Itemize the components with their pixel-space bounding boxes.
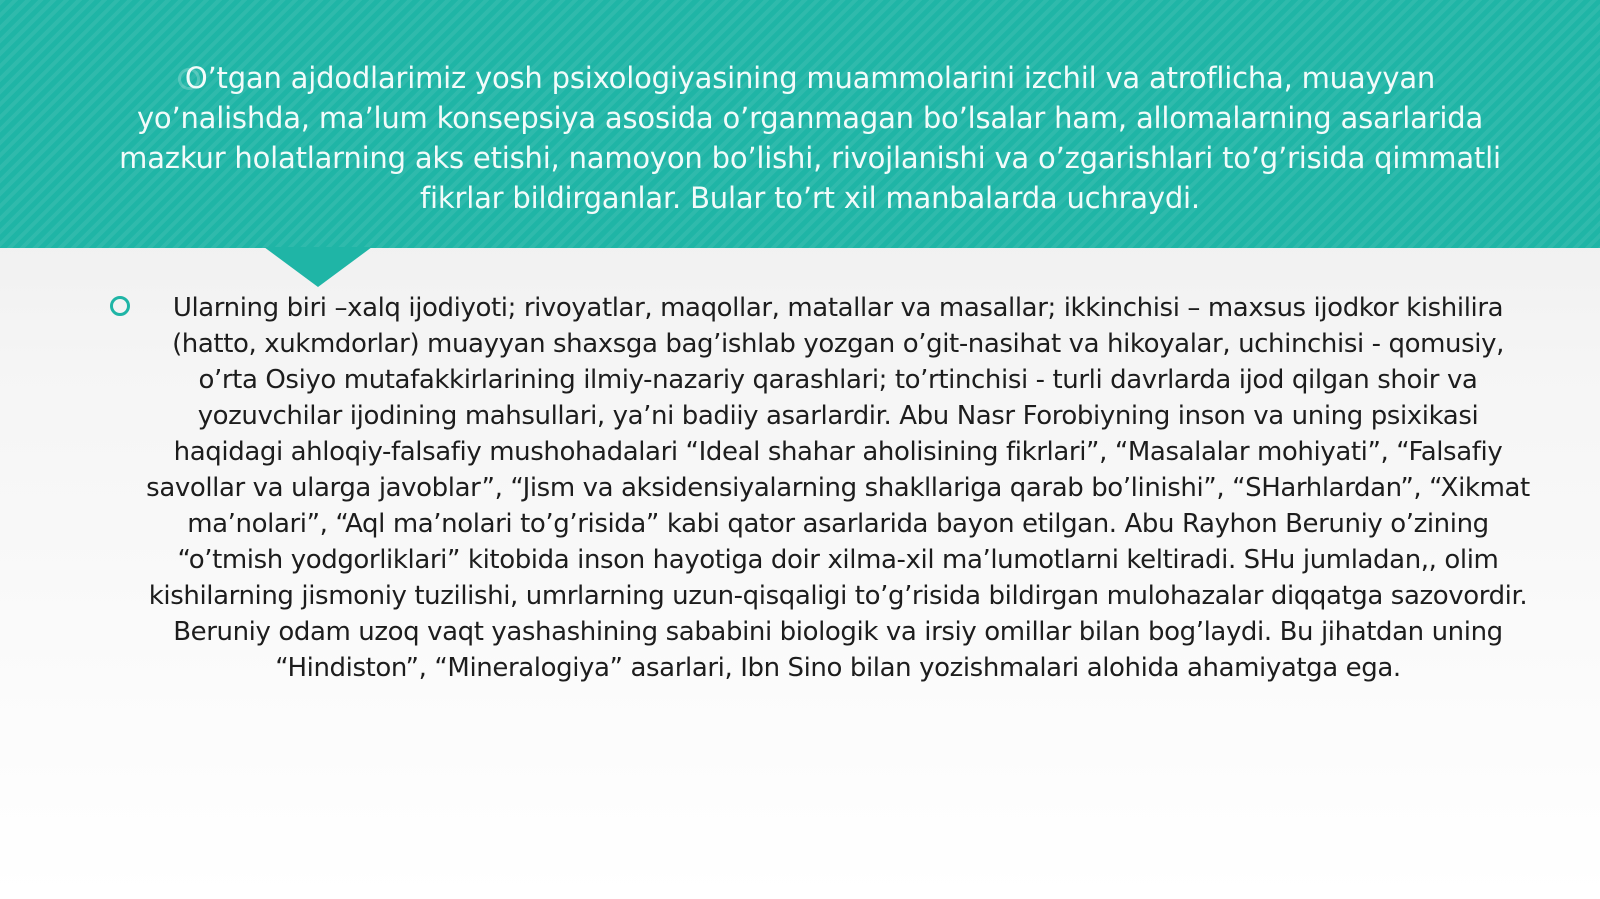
header-banner xyxy=(0,0,1600,248)
body-text: Ularning biri –xalq ijodiyoti; rivoyatlar, maqollar, matallar va masallar; ikkinchisi – maxsus ijodkor kishilira (hatto, xukmdorlar) muayyan shaxsga bag’ishlab yozgan o’git-nasihat va hikoyalar, uchinchisi - qomusiy, o’rta Osiyo mutafakkirlarining ilmiy-nazariy qarashlari; to’rtinchisi - turli davrlarda ijod qilgan shoir va yozuvchilar ijodining mahsullari, ya’ni badiiy asarlardir. Abu Nasr Forobiyning inson va uning psixikasi haqidagi ahloqiy-falsafiy mushohadalari “Ideal shahar aholisining fikrlari”, “Masalalar mohiyati”, “Falsafiy savollar va ularga javoblar”, “Jism va aksidensiyalarning shakllariga qarab bo’linishi”, “SHarhlardan”, “Xikmat ma’nolari”, “Aql ma’nolari to’g’risida” kabi qator asarlarida bayon etilgan. Abu Rayhon Beruniy o’zining “o’tmish yodgorliklari” kitobida inson hayotiga doir xilma-xil ma’lumotlarni keltiradi. SHu jumladan,, olim kishilarning jismoniy tuzilishi, umrlarning uzun-qisqaligi to’g’risida bildirgan mulohazalar diqqatga sazovordir. Beruniy odam uzoq vaqt yashashining sababini biologik va irsiy omillar bilan bog’laydi. Bu jihatdan uning “Hindiston”, “Mineralogiya” asarlari, Ibn Sino bilan yozishmalari alohida ahamiyatga ega. xyxy=(146,293,1530,683)
banner-pointer xyxy=(264,247,372,287)
header-text: O’tgan ajdodlarimiz yosh psixologiyasining muammolarini izchil va atroflicha, muayyan yo’nalishda, ma’lum konsepsiya asosida o’rganmagan bo’lsalar ham, allomalarning asarlarida mazkur holatlarning aks etishi, namoyon bo’lishi, rivojlanishi va o’zgarishlari to’g’risida qimmatli fikrlar bildirganlar. Bular to’rt xil manbalarda uchraydi. xyxy=(119,61,1501,215)
body-content xyxy=(110,290,1530,686)
body-bullet-icon xyxy=(110,296,130,316)
